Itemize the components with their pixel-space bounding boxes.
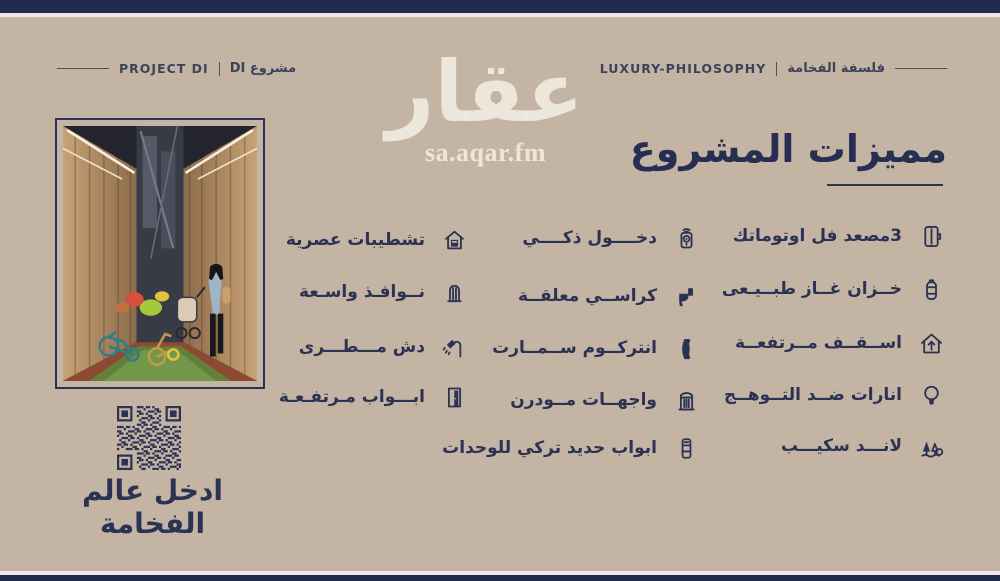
feature-turkish-doors: ابواب حديد تركي للوحدات [442, 433, 700, 463]
bottom-navy-bar [0, 575, 1000, 581]
turkish-door-icon [672, 434, 700, 462]
project-name-arabic: مشروع DI [229, 61, 297, 76]
feature-high-doors: ابـــواب مـرتفـعـة [279, 382, 468, 412]
feature-high-ceilings: اســقــف مــرتفعــة [735, 328, 945, 358]
top-light-strip [0, 13, 1000, 17]
slogan-arabic: فلسفة الفخامة [787, 61, 885, 76]
interior-photo [55, 118, 265, 389]
slogan-header [600, 61, 947, 76]
feature-anti-glare-lights: انارات ضــد التــوهــج [724, 380, 945, 410]
feature-landscape: لانـــد سكيـــب [781, 431, 945, 461]
header-separator [219, 62, 220, 76]
gas-tank-icon [917, 275, 945, 303]
qr-code [117, 406, 181, 470]
feature-wide-windows: نــوافـذ واسـعة [299, 277, 468, 307]
high-ceiling-icon [917, 329, 945, 357]
feature-smart-intercom: انتركــوم ســمــارت [492, 333, 700, 363]
header-separator [776, 62, 777, 76]
feature-gas-tank: خــزان غــاز طبــيـعى [722, 274, 945, 304]
rain-shower-icon [440, 333, 468, 361]
elevator-icon [917, 222, 945, 250]
smart-entry-icon [672, 224, 700, 252]
aqar-domain: sa.aqar.fm [424, 138, 546, 167]
project-name-latin: PROJECT DI [119, 61, 209, 76]
header-rule-left [57, 68, 109, 69]
high-door-icon [440, 383, 468, 411]
feature-smart-entry: دخــــول ذكــــي [522, 223, 700, 253]
feature-elevators: 3مصعد فل اوتوماتك [733, 221, 945, 251]
intercom-icon [672, 334, 700, 362]
feature-hanging-toilets: كراســي معلقــة [518, 281, 700, 311]
hanging-toilet-icon [672, 282, 700, 310]
landscape-icon [917, 432, 945, 460]
feature-rain-shower: دش مـــطـــرى [299, 332, 468, 362]
title-underline [827, 184, 943, 186]
header-rule-right [895, 68, 947, 69]
slogan-latin: LUXURY-PHILOSOPHY [599, 61, 767, 76]
project-header [57, 61, 296, 76]
feature-modern-finishes: تشطيبات عصرية [286, 225, 468, 255]
page-title: مميزات المشروع [629, 127, 947, 171]
aqar-watermark [386, 43, 584, 168]
feature-modern-facades: واجهــات مــودرن [510, 385, 700, 415]
anti-glare-light-icon [917, 381, 945, 409]
modern-finishes-icon [440, 226, 468, 254]
qr-caption: ادخل عالم الفخامة [82, 474, 223, 540]
qr-code-graphic [117, 406, 181, 470]
wide-window-icon [440, 278, 468, 306]
top-navy-bar [0, 0, 1000, 13]
modern-facade-icon [672, 386, 700, 414]
corridor-render [63, 126, 257, 381]
aqar-logo: عقار [386, 43, 584, 141]
